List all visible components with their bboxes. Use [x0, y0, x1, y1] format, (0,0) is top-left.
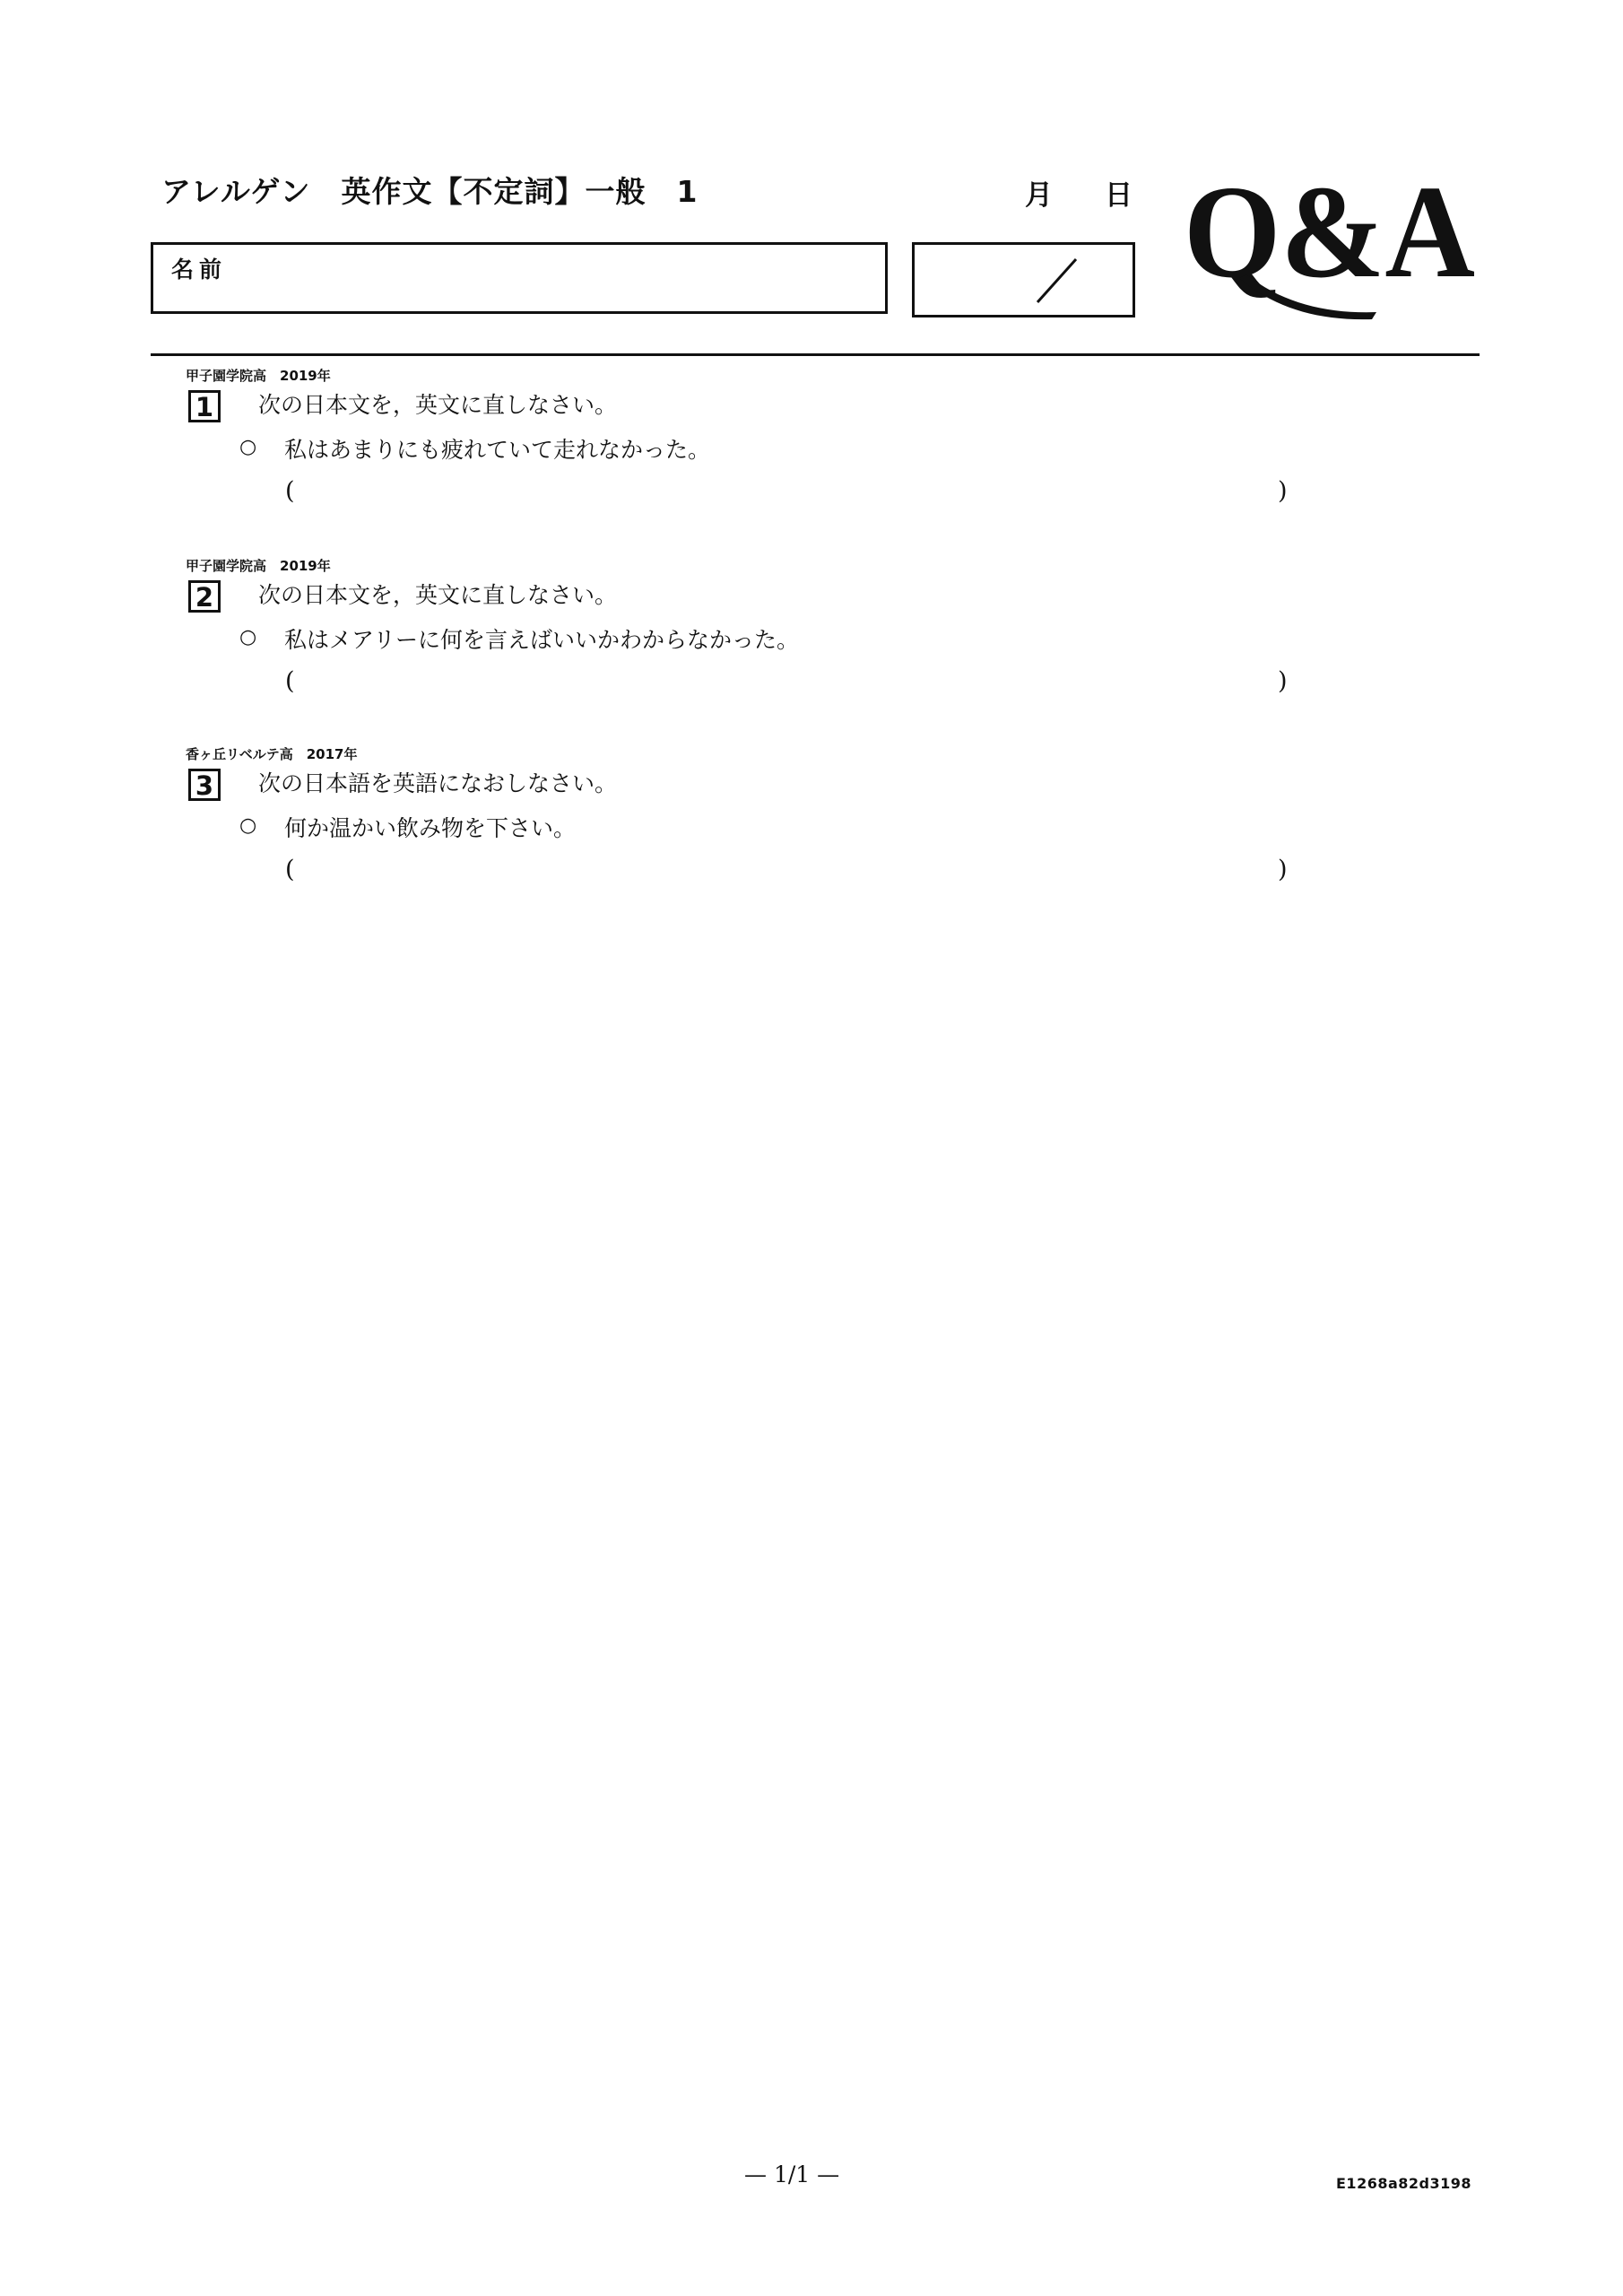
- question-instruction: 次の日本文を，英文に直しなさい。: [258, 582, 618, 608]
- bullet-icon: ○: [239, 436, 257, 458]
- day-label: 日: [1105, 179, 1133, 212]
- page-number: — 1/1 —: [744, 2161, 840, 2187]
- name-label: 名前: [171, 257, 228, 283]
- month-label: 月: [1025, 179, 1053, 212]
- question-sentence: 私はあまりにも疲れていて走れなかった。: [284, 437, 711, 463]
- answer-space[interactable]: [309, 474, 1260, 509]
- question-number: 3: [188, 769, 221, 801]
- answer-space[interactable]: [309, 852, 1260, 888]
- question-number: 1: [188, 390, 221, 422]
- question-sentence: 何か温かい飲み物を下さい。: [284, 815, 577, 841]
- answer-open-paren: (: [285, 667, 295, 695]
- question-source: 香ヶ丘リベルテ高 2017年: [186, 746, 358, 762]
- answer-close-paren: ): [1278, 667, 1288, 695]
- question-source: 甲子園学院高 2019年: [186, 558, 331, 574]
- question-sentence: 私はメアリーに何を言えばいいかわからなかった。: [284, 627, 800, 653]
- name-field[interactable]: [151, 242, 888, 314]
- answer-space[interactable]: [309, 664, 1260, 700]
- question-source: 甲子園学院高 2019年: [186, 368, 331, 384]
- answer-open-paren: (: [285, 477, 295, 505]
- bullet-icon: ○: [239, 626, 257, 648]
- document-code: E1268a82d3198: [1336, 2175, 1472, 2192]
- qa-logo-text: Q&A: [1184, 169, 1475, 306]
- bullet-icon: ○: [239, 814, 257, 837]
- score-box[interactable]: [912, 242, 1135, 317]
- score-slash-icon: [915, 245, 1133, 315]
- qa-logo: [1184, 169, 1480, 321]
- answer-open-paren: (: [285, 856, 295, 883]
- question-instruction: 次の日本文を，英文に直しなさい。: [258, 392, 618, 418]
- question-instruction: 次の日本語を英語になおしなさい。: [258, 770, 618, 796]
- answer-close-paren: ): [1278, 477, 1288, 505]
- answer-close-paren: ): [1278, 856, 1288, 883]
- header-divider: [151, 353, 1480, 356]
- question-number: 2: [188, 580, 221, 613]
- page-title: アレルゲン 英作文【不定詞】一般 1: [161, 174, 699, 209]
